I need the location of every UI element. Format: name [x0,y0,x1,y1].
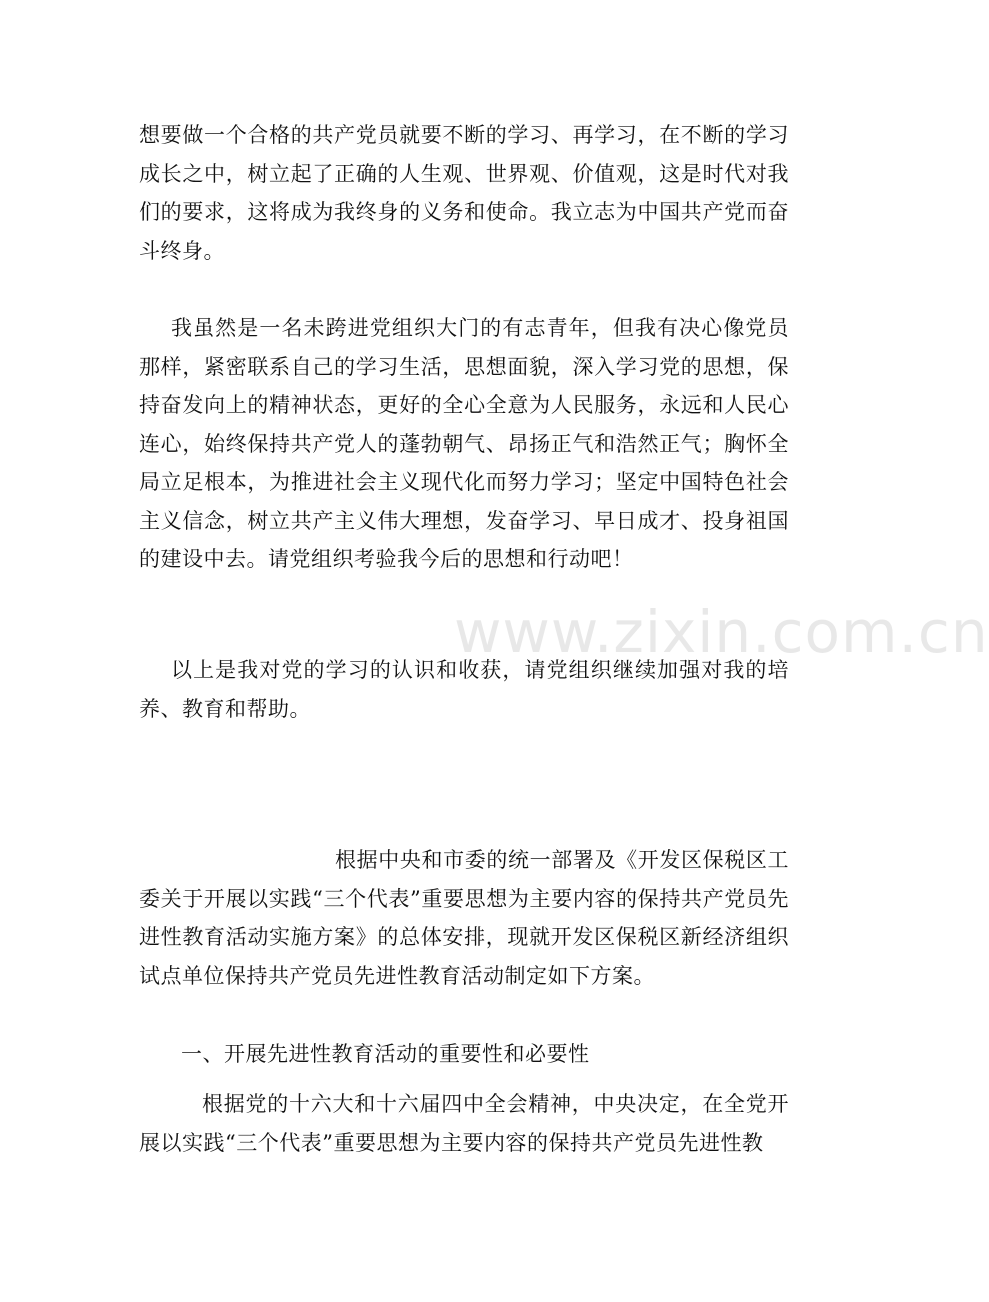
paragraph-4: 根据中央和市委的统一部署及《开发区保税区工委关于开展以实践“三个代表”重要思想为主要内容的保持共产党员先进性教育活动实施方案》的总体安排，现就开发区保税区新经济组织试点单位保持共产党员先进性教育活动制定如下方案。 [139,848,789,988]
paragraph-2: 我虽然是一名未跨进党组织大门的有志青年，但我有决心像党员那样，紧密联系自己的学习生活，思想面貌，深入学习党的思想，保持奋发向上的精神状态，更好的全心全意为人民服务，永远和人民心连心，始终保持共产党人的蓬勃朝气、昂扬正气和浩然正气；胸怀全局立足根本，为推进社会主义现代化而努力学习；坚定中国特色社会主义信念，树立共产主义伟大理想，发奋学习、早日成才、投身祖国的建设中去。请党组织考验我今后的思想和行动吧！ [139,316,789,571]
watermark-text: www.zixin.com.cn [454,598,989,666]
paragraph-3: 以上是我对党的学习的认识和收获，请党组织继续加强对我的培养、教育和帮助。 [139,658,789,721]
paragraph-1: 想要做一个合格的共产党员就要不断的学习、再学习，在不断的学习成长之中，树立起了正确的人生观、世界观、价值观，这是时代对我们的要求，这将成为我终身的义务和使命。我立志为中国共产党而奋斗终身。 [139,123,789,263]
paragraph-5: 根据党的十六大和十六届四中全会精神，中央决定，在全党开展以实践“三个代表”重要思想为主要内容的保持共产党员先进性教 [139,1092,789,1155]
section-heading: 一、开展先进性教育活动的重要性和必要性 [181,1042,590,1066]
